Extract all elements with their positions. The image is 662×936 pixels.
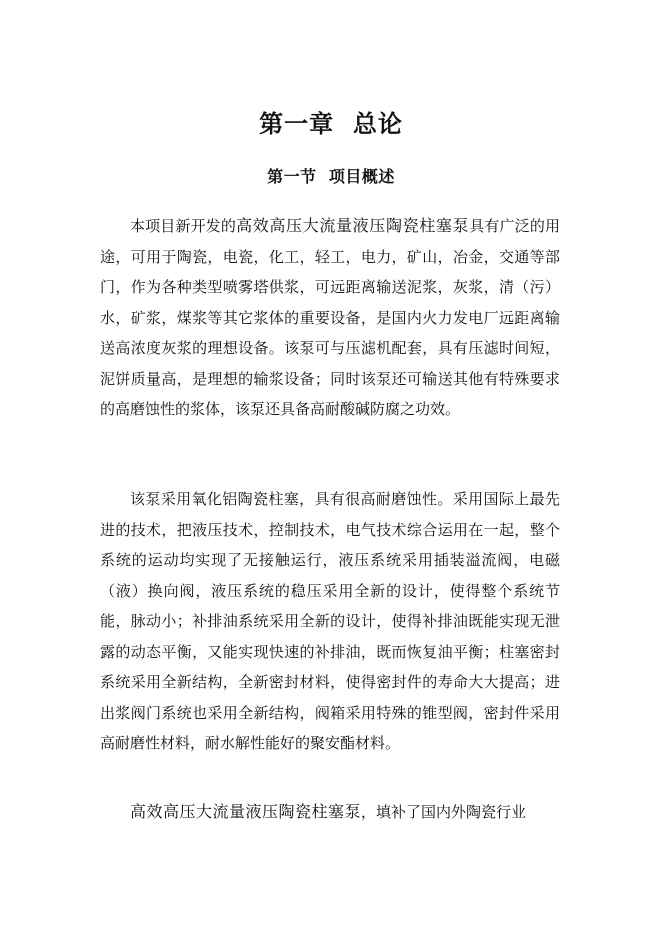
paragraph-body: ，填补了国内外陶瓷行业 — [361, 803, 527, 821]
paragraph-body: 具有广泛的用途，可用于陶瓷，电瓷，化工，轻工，电力，矿山，冶金，交通等部门，作为各种类型喷雾塔供浆，可远距离输送泥浆，灰浆，清（污）水，矿浆，煤浆等其它浆体的重要设备，是国内火力发电厂远距离输送高浓度灰浆的理想设备。该泵可与压滤机配套，具有压滤时间短，泥饼质量高，是理想的输浆设备；同时该泵还可输送其他有特殊要求的高磨蚀性的浆体，该泵还具备高耐酸碱防腐之功效。 — [100, 217, 560, 418]
paragraph-project-usage — [100, 211, 560, 425]
paragraph-lead: 本项目新开发的 — [130, 217, 237, 235]
product-name-highlight: 高效高压大流量液压陶瓷柱塞泵 — [236, 216, 470, 235]
paragraph-innovation — [100, 797, 560, 828]
product-name-highlight: 高效高压大流量液压陶瓷柱塞泵 — [130, 802, 362, 821]
section-title: 第一节 项目概述 — [267, 167, 395, 186]
chapter-title: 第一章 总论 — [259, 109, 403, 138]
paragraph-technology — [100, 484, 560, 759]
paragraph-body: 该泵采用氧化铝陶瓷柱塞，具有很高耐磨蚀性。采用国际上最先进的技术，把液压技术，控制技术，电气技术综合运用在一起，整个系统的运动均实现了无接触运行，液压系统采用插装溢流阀，电磁（液）换向阀，液压系统的稳压采用全新的设计，使得整个系统节能，脉动小；补排油系统采用全新的设计，使得补排油既能实现无泄露的动态平衡，又能实现快速的补排油，既而恢复油平衡；柱塞密封系统采用全新结构，全新密封材料，使得密封件的寿命大大提高；进出浆阀门系统也采用全新结构，阀箱采用特殊的锥型阀，密封件采用高耐磨性材料，耐水解性能好的聚安酯材料。 — [100, 490, 560, 752]
